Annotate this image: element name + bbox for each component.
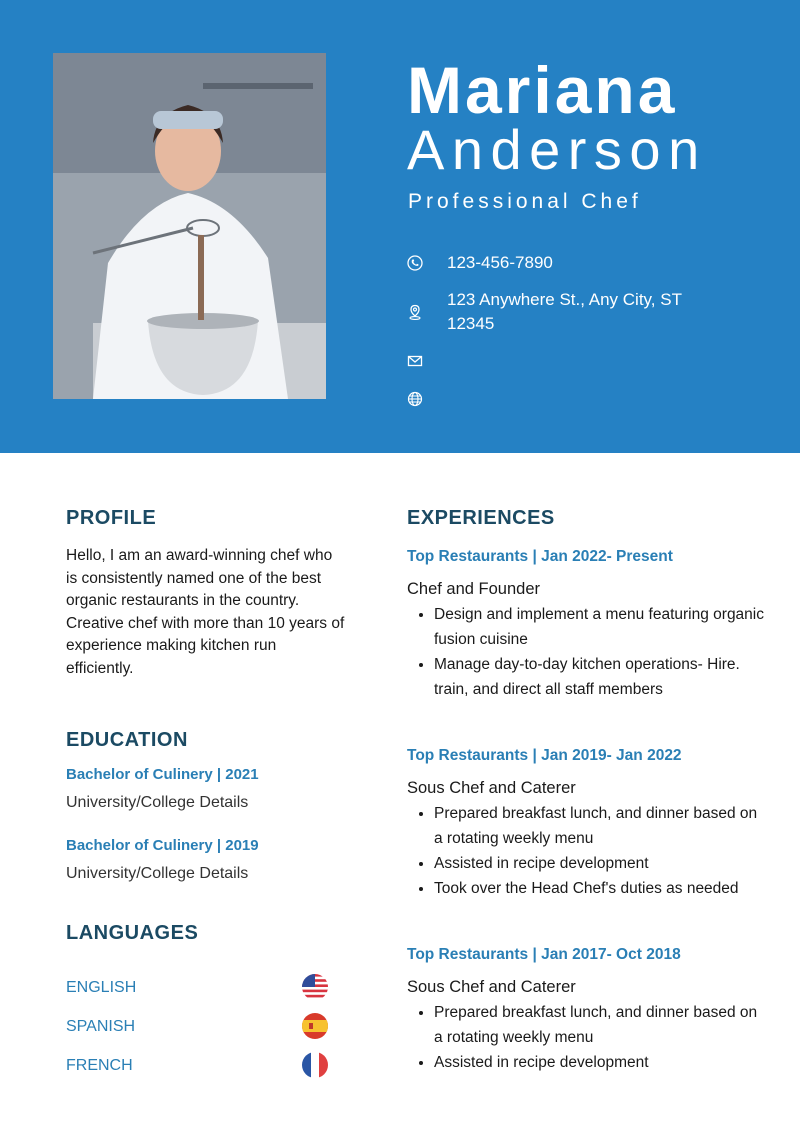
education-degree: Bachelor of Culinery | 2021 [66, 766, 259, 783]
profile-text: Hello, I am an award-winning chef who is consistently named one of the best organic restaurants in the country. Creative chef with more than 10 years of experience making kitchen run efficiently. [66, 547, 345, 677]
phone-icon [407, 255, 423, 271]
job-title: Professional Chef [408, 190, 642, 213]
mail-icon [407, 353, 423, 369]
france-flag-icon [302, 1052, 328, 1078]
experience-bullet: • Assisted in recipe development [434, 851, 764, 876]
experience-heading: Top Restaurants | Jan 2019- Jan 2022 [407, 747, 682, 764]
experience-heading: Top Restaurants | Jan 2022- Present [407, 548, 673, 565]
experience-role: Chef and Founder [407, 580, 541, 598]
experience-bullets [407, 1000, 764, 1075]
experience-role: Sous Chef and Caterer [407, 978, 576, 996]
experience-role: Sous Chef and Caterer [407, 779, 576, 797]
spain-flag-icon [302, 1013, 328, 1039]
last-name: Anderson [407, 118, 707, 181]
experience-bullet: • Took over the Head Chef's duties as needed [434, 876, 764, 901]
experience-bullet: • Manage day-to-day kitchen operations- Hire. train, and direct all staff members [434, 652, 764, 702]
education-heading: EDUCATION [66, 729, 188, 751]
profile-photo [53, 53, 326, 399]
address: 123 Anywhere St., Any City, ST 12345 [447, 290, 682, 333]
experience-bullets [407, 801, 764, 901]
globe-icon [407, 391, 423, 407]
experience-bullet: • Assisted in recipe development [434, 1050, 764, 1075]
us-flag-icon [302, 974, 328, 1000]
experience-heading: Top Restaurants | Jan 2017- Oct 2018 [407, 946, 681, 963]
education-detail: University/College Details [66, 794, 249, 811]
language-item: SPANISH [66, 1018, 136, 1035]
education-detail: University/College Details [66, 865, 249, 882]
experience-bullets [407, 602, 764, 702]
location-pin-icon [407, 304, 423, 320]
experiences-heading: EXPERIENCES [407, 507, 555, 529]
phone-number: 123-456-7890 [447, 253, 553, 272]
language-item: FRENCH [66, 1057, 133, 1074]
experience-bullet: • Prepared breakfast lunch, and dinner based on a rotating weekly menu [434, 1000, 764, 1050]
profile-heading: PROFILE [66, 507, 157, 529]
language-item: ENGLISH [66, 979, 137, 996]
first-name: Mariana [407, 53, 678, 127]
experience-bullet: • Design and implement a menu featuring organic fusion cuisine [434, 602, 764, 652]
experience-bullet: • Prepared breakfast lunch, and dinner based on a rotating weekly menu [434, 801, 764, 851]
education-degree: Bachelor of Culinery | 2019 [66, 837, 259, 854]
languages-heading: LANGUAGES [66, 922, 199, 944]
